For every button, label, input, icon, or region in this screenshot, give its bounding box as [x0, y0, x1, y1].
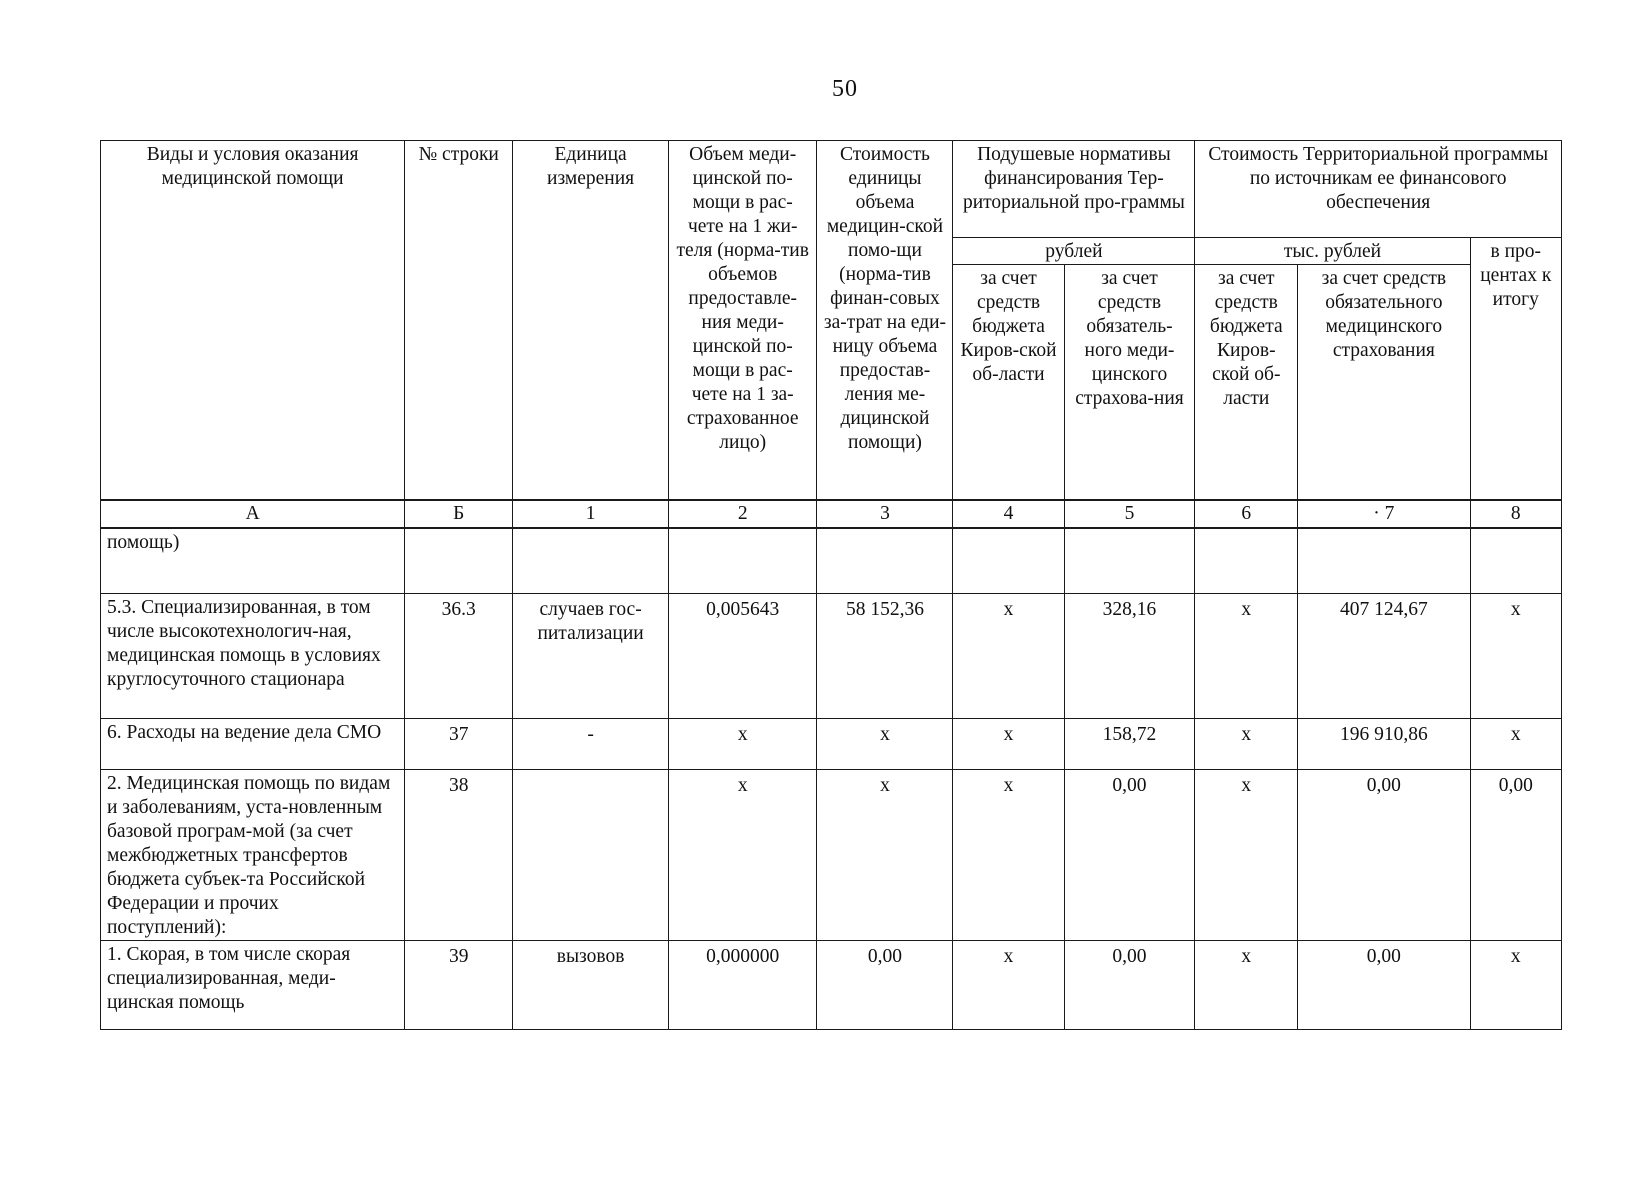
row-value-8: х	[1470, 594, 1561, 719]
row-value-7: 0,00	[1298, 770, 1470, 941]
row-value-4: х	[953, 941, 1064, 1030]
index-cell: 8	[1470, 500, 1561, 528]
row-value-4: х	[953, 719, 1064, 770]
index-cell: 4	[953, 500, 1064, 528]
row-value-5: 0,00	[1064, 770, 1195, 941]
row-value-3: х	[817, 719, 953, 770]
header-col-b: № строки	[405, 141, 513, 501]
row-value-7: 0,00	[1298, 941, 1470, 1030]
header-col-a: Виды и условия оказания медицинской помощи	[101, 141, 405, 501]
row-value-4: х	[953, 594, 1064, 719]
row-value-3: х	[817, 770, 953, 941]
table-row	[101, 528, 1562, 594]
row-value-4	[953, 528, 1064, 594]
header-unit-rubles: рублей	[953, 238, 1195, 265]
index-cell: 1	[513, 500, 669, 528]
header-col-7: за счет средств обязательного медицинского страхования	[1298, 265, 1470, 501]
header-col-6: за счет средств бюджета Киров-ской об-ласти	[1195, 265, 1298, 501]
row-line: 39	[405, 941, 513, 1030]
row-value-5: 158,72	[1064, 719, 1195, 770]
row-name: 1. Скорая, в том числе скорая специализированная, меди-цинская помощь	[101, 941, 405, 1030]
row-unit: случаев гос-питализации	[513, 594, 669, 719]
row-value-2: 0,000000	[668, 941, 816, 1030]
row-unit: -	[513, 719, 669, 770]
index-cell: · 7	[1298, 500, 1470, 528]
header-col-4: за счет средств бюджета Киров-ской об-ласти	[953, 265, 1064, 501]
row-value-7	[1298, 528, 1470, 594]
row-value-8: х	[1470, 719, 1561, 770]
header-col-5: за счет средств обязатель-ного меди-цинского страхова-ния	[1064, 265, 1195, 501]
header-group-norms: Подушевые нормативы финансирования Тер-риториальной про-граммы	[953, 141, 1195, 238]
index-cell: 6	[1195, 500, 1298, 528]
index-cell: 3	[817, 500, 953, 528]
row-unit	[513, 528, 669, 594]
row-value-7: 196 910,86	[1298, 719, 1470, 770]
table-row	[101, 719, 1562, 770]
row-value-6: х	[1195, 719, 1298, 770]
index-cell: 2	[668, 500, 816, 528]
page-number: 50	[832, 76, 858, 102]
row-value-8: 0,00	[1470, 770, 1561, 941]
row-name: 2. Медицинская помощь по видам и заболеваниям, уста-новленным базовой програм-мой (за счет межбюджетных трансфертов бюджета субъек-та Российской Федерации и прочих поступлений):	[101, 770, 405, 941]
row-line: 37	[405, 719, 513, 770]
row-value-5: 328,16	[1064, 594, 1195, 719]
header-col-2: Объем меди-цинской по-мощи в рас-чете на 1 жи-теля (норма-тив объемов предоставле-ния меди-цинской по-мощи в рас-чете на 1 за-страхованное лицо)	[668, 141, 816, 501]
row-value-3	[817, 528, 953, 594]
row-value-8: х	[1470, 941, 1561, 1030]
row-value-2	[668, 528, 816, 594]
row-unit	[513, 770, 669, 941]
row-value-8	[1470, 528, 1561, 594]
row-line: 38	[405, 770, 513, 941]
row-name: 5.3. Специализированная, в том числе высокотехнологич-ная, медицинская помощь в условиях круглосуточного стационара	[101, 594, 405, 719]
row-value-5: 0,00	[1064, 941, 1195, 1030]
header-col-8: в про-центах к итогу	[1470, 238, 1561, 501]
row-value-3: 58 152,36	[817, 594, 953, 719]
row-value-5	[1064, 528, 1195, 594]
row-value-6: х	[1195, 770, 1298, 941]
index-cell: 5	[1064, 500, 1195, 528]
row-value-6: х	[1195, 941, 1298, 1030]
index-cell: А	[101, 500, 405, 528]
row-unit: вызовов	[513, 941, 669, 1030]
header-group-cost: Стоимость Территориальной программы по источникам ее финансового обеспечения	[1195, 141, 1562, 238]
row-value-3: 0,00	[817, 941, 953, 1030]
table-row	[101, 941, 1562, 1030]
row-value-6	[1195, 528, 1298, 594]
financing-table	[100, 140, 1562, 1030]
row-value-2: х	[668, 719, 816, 770]
header-col-1: Единица измерения	[513, 141, 669, 501]
table-row	[101, 594, 1562, 719]
column-index-row	[101, 500, 1562, 528]
header-col-3: Стоимость единицы объема медицин-ской помо-щи (норма-тив финан-совых за-трат на еди-ницу объема предостав-ления ме-дицинской помощи)	[817, 141, 953, 501]
row-name: помощь)	[101, 528, 405, 594]
row-value-4: х	[953, 770, 1064, 941]
row-name: 6. Расходы на ведение дела СМО	[101, 719, 405, 770]
row-value-7: 407 124,67	[1298, 594, 1470, 719]
row-value-6: х	[1195, 594, 1298, 719]
table-row	[101, 770, 1562, 941]
index-cell: Б	[405, 500, 513, 528]
row-value-2: 0,005643	[668, 594, 816, 719]
row-line: 36.3	[405, 594, 513, 719]
row-value-2: х	[668, 770, 816, 941]
header-unit-thousand-rubles: тыс. рублей	[1195, 238, 1470, 265]
row-line	[405, 528, 513, 594]
